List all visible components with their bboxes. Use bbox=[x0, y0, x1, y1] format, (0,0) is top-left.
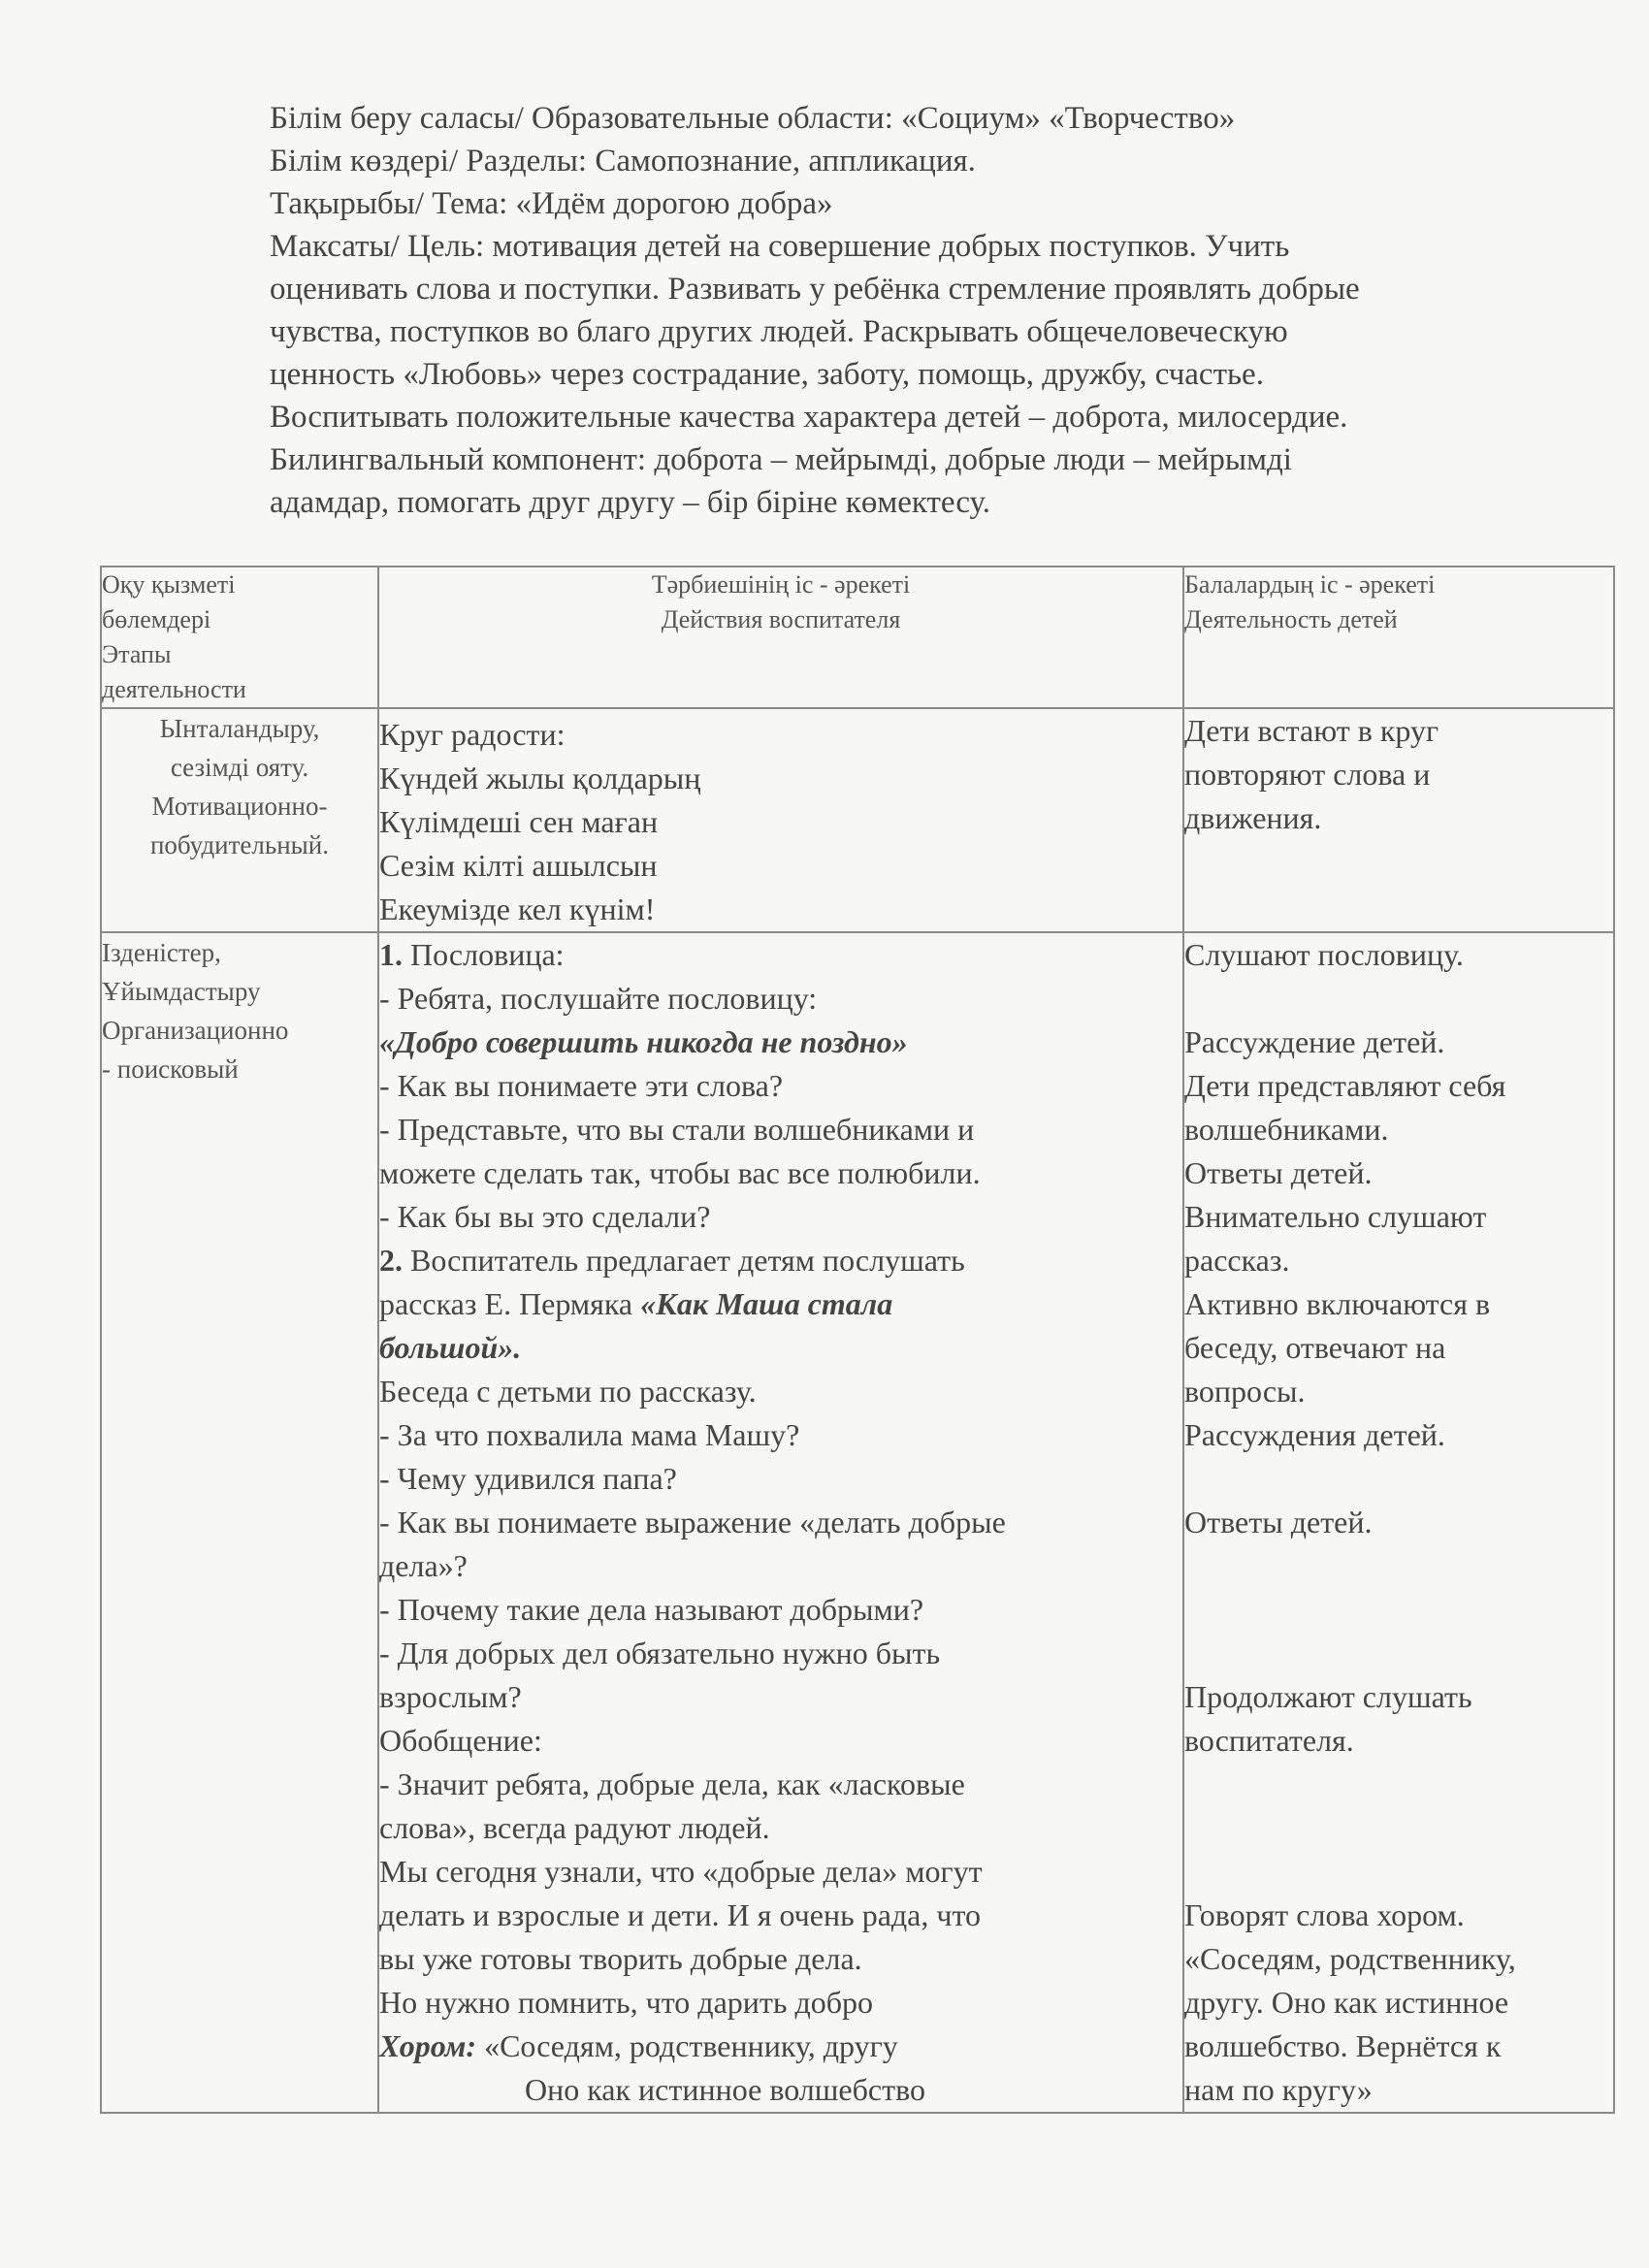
lesson-plan-table bbox=[100, 566, 1615, 2114]
children-line: «Соседям, родственнику, bbox=[1184, 1941, 1516, 1976]
header-text: деятельности bbox=[102, 675, 246, 703]
teacher-line: можете сделать так, чтобы вас все полюбили. bbox=[379, 1155, 981, 1190]
lesson-header bbox=[270, 97, 1589, 524]
children-line: Рассуждения детей. bbox=[1184, 1417, 1445, 1452]
children-line: другу. Оно как истинное bbox=[1184, 1985, 1509, 2020]
children-line: нам по кругу» bbox=[1184, 2072, 1373, 2107]
teacher-line: Екеумізде кел күнім! bbox=[379, 891, 656, 926]
teacher-line: дела»? bbox=[379, 1548, 468, 1583]
header-stages bbox=[101, 567, 378, 708]
teacher-line: Мы сегодня узнали, что «добрые дела» могут bbox=[379, 1854, 983, 1889]
step-title: Воспитатель предлагает детям послушать bbox=[403, 1243, 965, 1278]
stage-text: Ынталандыру, bbox=[159, 714, 320, 743]
children-line: вопросы. bbox=[1184, 1374, 1306, 1409]
chorus-label: Хором: bbox=[379, 2028, 477, 2063]
teacher-cell bbox=[378, 932, 1183, 2113]
goal-line: Воспитывать положительные качества характера детей – доброта, милосердие. bbox=[270, 400, 1348, 435]
children-line: воспитателя. bbox=[1184, 1723, 1354, 1758]
children-line: Слушают пословицу. bbox=[1184, 937, 1464, 972]
children-cell bbox=[1183, 708, 1614, 932]
children-line: Говорят слова хором. bbox=[1184, 1897, 1465, 1932]
teacher-line: - Как вы понимаете эти слова? bbox=[379, 1068, 784, 1103]
teacher-line: Но нужно помнить, что дарить добро bbox=[379, 1985, 874, 2020]
teacher-line bbox=[379, 2025, 1182, 2068]
teacher-line: Күндей жылы қолдарың bbox=[379, 761, 701, 795]
education-area: Білім беру саласы/ Образовательные области: «Социум» «Творчество» bbox=[270, 101, 1236, 136]
teacher-line: - За что похвалила мама Машу? bbox=[379, 1417, 800, 1452]
teacher-line: Сезім кілті ашылсын bbox=[379, 848, 658, 883]
teacher-line: Оно как истинное волшебство bbox=[525, 2072, 925, 2107]
teacher-line: - Ребята, послушайте пословицу: bbox=[379, 981, 818, 1016]
stage-text: сезімді ояту. bbox=[170, 753, 309, 782]
topic: Тақырыбы/ Тема: «Идём дорогою добра» bbox=[270, 186, 833, 221]
teacher-line bbox=[379, 933, 1182, 977]
children-line: волшебство. Вернётся к bbox=[1184, 2028, 1502, 2063]
header-children bbox=[1183, 567, 1614, 708]
goal-line: ценность «Любовь» через сострадание, заботу, помощь, дружбу, счастье. bbox=[270, 357, 1264, 392]
table-row bbox=[101, 708, 1614, 932]
stage-text: - поисковый bbox=[102, 1054, 239, 1084]
header-text: Оқу қызметі bbox=[102, 570, 236, 599]
children-line: рассказ. bbox=[1184, 1243, 1290, 1278]
children-line: Дети встают в круг bbox=[1184, 713, 1439, 748]
goal-line: оценивать слова и поступки. Развивать у ребёнка стремление проявлять добрые bbox=[270, 272, 1360, 307]
stage-text: побудительный. bbox=[149, 830, 329, 859]
teacher-line: - Чему удивился папа? bbox=[379, 1461, 677, 1496]
teacher-line bbox=[379, 1239, 1182, 1282]
header-text: Этапы bbox=[102, 640, 172, 668]
teacher-line: - Представьте, что вы стали волшебниками и bbox=[379, 1112, 975, 1147]
header-text: Действия воспитателя bbox=[661, 605, 901, 633]
stage-cell bbox=[101, 932, 378, 2113]
step-number: 2. bbox=[379, 1243, 403, 1278]
children-line: Ответы детей. bbox=[1184, 1155, 1373, 1190]
goal-line: Максаты/ Цель: мотивация детей на совершение добрых поступков. Учить bbox=[270, 229, 1290, 264]
teacher-line: Беседа с детьми по рассказу. bbox=[379, 1374, 757, 1409]
teacher-line: Обобщение: bbox=[379, 1723, 542, 1758]
children-line: Внимательно слушают bbox=[1184, 1199, 1487, 1234]
teacher-line: Круг радости: bbox=[379, 717, 566, 752]
teacher-line: Күлімдеші сен маған bbox=[379, 804, 659, 839]
teacher-line: взрослым? bbox=[379, 1679, 522, 1714]
teacher-line: - Значит ребята, добрые дела, как «ласковые bbox=[379, 1766, 965, 1801]
stage-cell bbox=[101, 708, 378, 932]
goal-line: чувства, поступков во благо других людей. Раскрывать общечеловеческую bbox=[270, 314, 1288, 349]
children-line: Дети представляют себя bbox=[1184, 1068, 1506, 1103]
teacher-line: - Как вы понимаете выражение «делать добрые bbox=[379, 1505, 1006, 1539]
children-line: Активно включаются в bbox=[1184, 1286, 1491, 1321]
children-line: Рассуждение детей. bbox=[1184, 1024, 1445, 1059]
children-line: движения. bbox=[1184, 800, 1322, 835]
story-title: большой». bbox=[379, 1330, 522, 1365]
children-line: волшебниками. bbox=[1184, 1112, 1389, 1147]
teacher-line: - Как бы вы это сделали? bbox=[379, 1199, 711, 1234]
stage-text: Мотивационно- bbox=[151, 792, 328, 821]
sections: Білім көздері/ Разделы: Самопознание, аппликация. bbox=[270, 144, 976, 178]
teacher-cell bbox=[378, 708, 1183, 932]
children-line: беседу, отвечают на bbox=[1184, 1330, 1446, 1365]
header-teacher bbox=[378, 567, 1183, 708]
children-line: повторяют слова и bbox=[1184, 757, 1431, 792]
children-line: Продолжают слушать bbox=[1184, 1679, 1472, 1714]
stage-text: Организационно bbox=[102, 1016, 289, 1045]
header-text: Деятельность детей bbox=[1184, 605, 1398, 633]
stage-text: Ұйымдастыру bbox=[102, 977, 261, 1006]
header-text: бөлемдері bbox=[102, 605, 211, 633]
children-cell bbox=[1183, 932, 1614, 2113]
table-row bbox=[101, 932, 1614, 2113]
header-text: Балалардың іс - әрекеті bbox=[1184, 570, 1436, 599]
teacher-line: слова», всегда радуют людей. bbox=[379, 1810, 770, 1845]
goal-line: адамдар, помогать друг другу – бір біріне көмектесу. bbox=[270, 485, 990, 520]
header-text: Тәрбиешінің іс - әрекеті bbox=[651, 570, 911, 599]
children-line: Ответы детей. bbox=[1184, 1505, 1373, 1539]
teacher-line: - Для добрых дел обязательно нужно быть bbox=[379, 1636, 941, 1670]
stage-text: Ізденістер, bbox=[102, 938, 221, 967]
teacher-line: делать и взрослые и дети. И я очень рада, что bbox=[379, 1897, 982, 1932]
story-author: рассказ Е. Пермяка bbox=[379, 1286, 641, 1321]
proverb: «Добро совершить никогда не поздно» bbox=[379, 1024, 908, 1059]
goal-line: Билингвальный компонент: доброта – мейрымді, добрые люди – мейрымді bbox=[270, 442, 1292, 477]
teacher-line: - Почему такие дела называют добрыми? bbox=[379, 1592, 924, 1627]
story-title: «Как Маша стала bbox=[640, 1286, 893, 1321]
chorus-text: «Соседям, родственнику, другу bbox=[476, 2028, 898, 2063]
table-header-row bbox=[101, 567, 1614, 708]
teacher-line: вы уже готовы творить добрые дела. bbox=[379, 1941, 862, 1976]
step-number: 1. bbox=[379, 937, 403, 972]
step-title: Пословица: bbox=[403, 937, 565, 972]
teacher-line bbox=[379, 1282, 1182, 1326]
